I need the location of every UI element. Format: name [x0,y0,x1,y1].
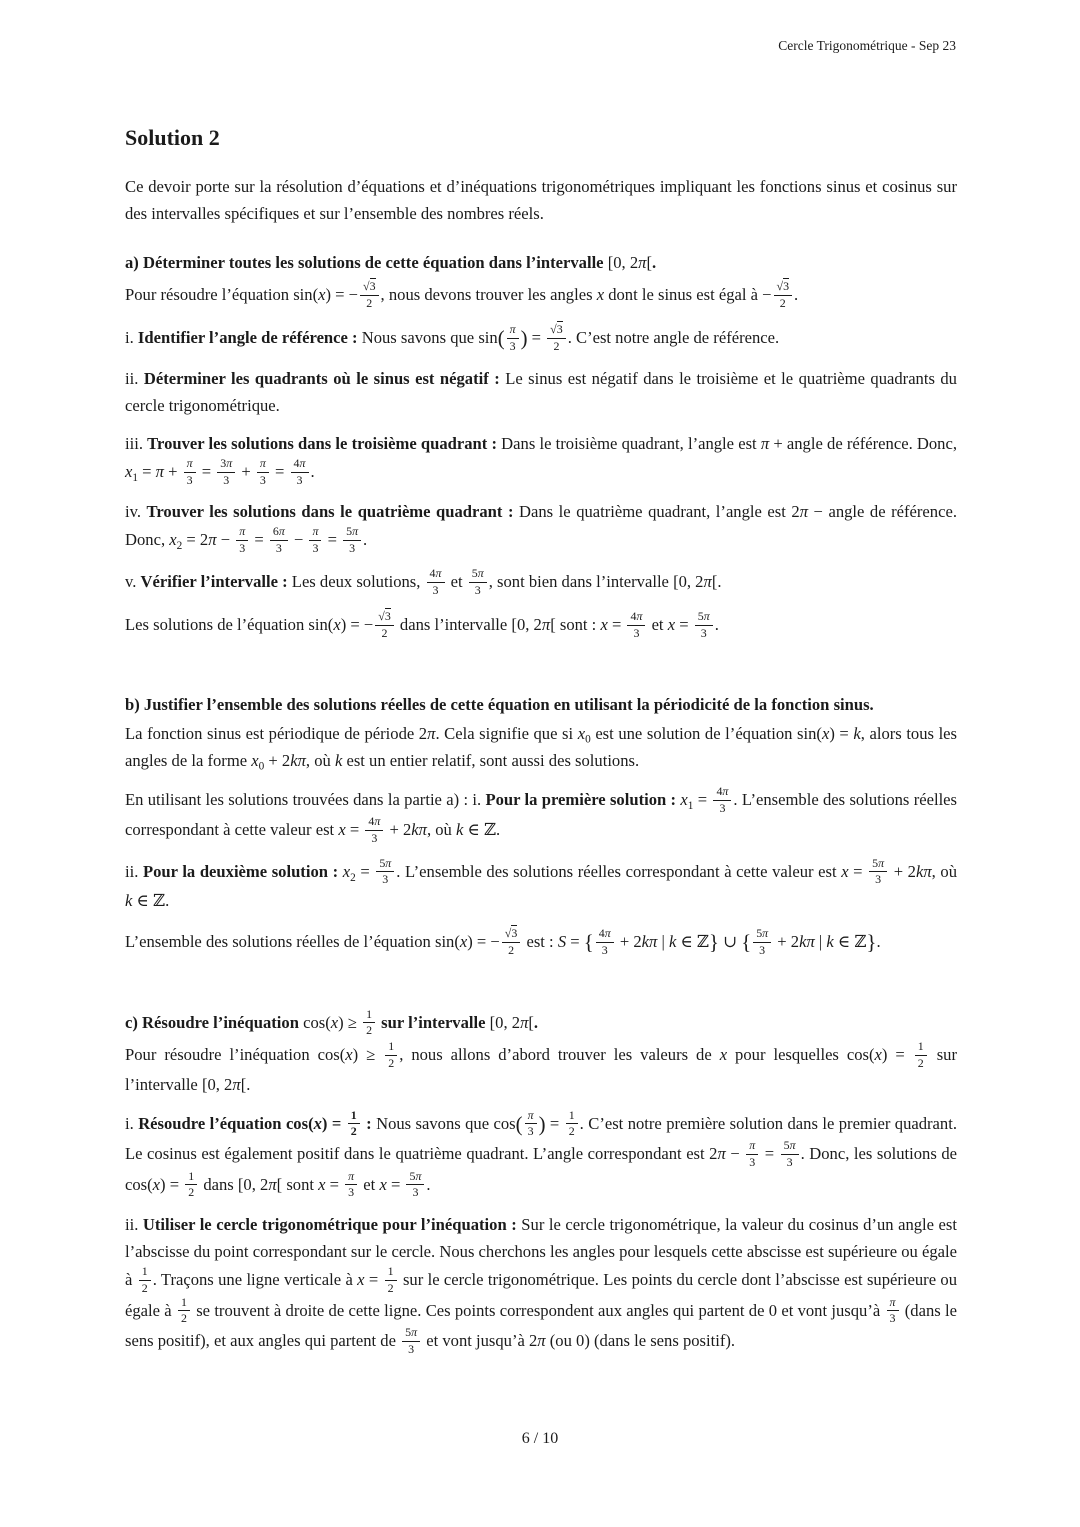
para-b-setup: La fonction sinus est périodique de période 2π. Cela signifie que si $x_0$ est une solution de l’équation sin(x) = k, alors tous les angles de la forme $x_0 + 2k\pi$, où k est un entier relatif, sont aussi des solutions. [125,723,957,773]
para-a-conclusion: Les solutions de l’équation sin(x) = − $\frac{√3}{2}$ dans l’intervalle [0, 2π[ sont : x = $\frac{4\pi}{3}$ et x = $\frac{5\pi}{3}$ . [125,609,719,641]
para-a-step-iv: iv. Trouver les solutions dans le quatrième quadrant : Dans le quatrième quadrant, l’angle est 2π − angle de référence. Donc, $x_2 = 2\pi$ − $\frac{\pi}{3}$ = $\frac{6\pi}{3}$ − $\frac{\pi}{3}$ = $\frac{5\pi}{3}$ . [125,502,957,556]
para-b-conclusion: L’ensemble des solutions réelles de l’équation sin(x) = − $\frac{√3}{2}$ est : S = { $\frac{4\pi}{3}$ + 2kπ | k ∈ ℤ} ∪ { $\frac{5\pi}{3}$ + 2kπ | k ∈ ℤ}. [125,926,881,957]
page-number: 6 / 10 [521,1430,559,1447]
para-c-step-i: i. Résoudre l’équation cos(x) = $\frac{1}{2}$ : Nous savons que cos( $\frac{\pi}{3}$ ) = $\frac{1}{2}$ . C’est notre première solution dans le premier quadrant. Le cosinus est également positif dans le quatrième quadrant. L’angle correspondant est 2π − $\frac{\pi}{3}$ = $\frac{5\pi}{3}$ . Donc, les solutions de cos(x) = $\frac{1}{2}$ dans [0, 2π[ sont x = $\frac{\pi}{3}$ et x = $\frac{5\pi}{3}$ . [125,1107,957,1200]
para-c-setup: Pour résoudre l’inéquation cos(x) ≥ $\frac{1}{2}$ , nous allons d’abord trouver les valeurs de x pour lesquelles cos(x) = $\frac{1}{2}$ sur l’intervalle [0, 2π[. [125,1039,957,1094]
heading-part-c: c) Résoudre l’inéquation cos(x) ≥ $\frac{1}{2}$ sur l’intervalle [0, 2π[. [125,1006,539,1038]
para-c-step-ii: ii. Utiliser le cercle trigonométrique pour l’inéquation : Sur le cercle trigonométrique, la valeur du cosinus d’un angle est l’abscisse du point correspondant sur le cercle. Nous cherchons les angles pour lesquels cette abscisse est supérieure ou égale à $\frac{1}{2}$ . Traçons une ligne verticale à x = $\frac{1}{2}$ sur le cercle trigonométrique. Les points du cercle dont l’abscisse est supérieure ou égale à $\frac{1}{2}$ se trouvent à droite de cette ligne. Ces points correspondent aux angles qui partent de 0 et vont jusqu’à $\frac{\pi}{3}$ (dans le sens positif), et aux angles qui partent de $\frac{5\pi}{3}$ et vont jusqu’à 2π (ou 0) (dans le sens positif). [125,1215,958,1356]
page-footer [0,1430,1080,1448]
heading-part-a: a) Déterminer toutes les solutions de cette équation dans l’intervalle [0, 2π[. [125,253,657,272]
page-header [778,38,956,54]
header-text: Cercle Trigonométrique - Sep 23 [778,38,956,53]
solution-title: Solution 2 [125,125,220,150]
heading-part-b: b) Justifier l’ensemble des solutions réelles de cette équation en utilisant la périodicité de la fonction sinus. [125,694,874,714]
para-a-step-v: v. Vérifier l’intervalle : Les deux solutions, $\frac{4\pi}{3}$ et $\frac{5\pi}{3}$ , sont bien dans l’intervalle [0, 2π[. [125,565,722,597]
para-a-step-ii: ii. Déterminer les quadrants où le sinus est négatif : Le sinus est négatif dans le troisième et le quatrième quadrants du cercle trigonométrique. [125,368,957,415]
para-a-setup: Pour résoudre l’équation sin(x) = − $\frac{√3}{2}$ , nous devons trouver les angles x dont le sinus est égal à − $\frac{√3}{2}$ . [125,279,799,310]
para-a-step-i: i. Identifier l’angle de référence : Nous savons que sin( $\frac{\pi}{3}$ ) = $\frac{√3}{2}$ . C’est notre angle de référence. [125,322,780,354]
para-b-step-i: En utilisant les solutions trouvées dans la partie a) : i. Pour la première solution : $x_1$ = $\frac{4\pi}{3}$ . L’ensemble des solutions réelles correspondant à cette valeur est x = $\frac{4\pi}{3}$ + 2kπ, où k ∈ ℤ. [125,783,958,846]
para-a-step-iii: iii. Trouver les solutions dans le troisième quadrant : Dans le troisième quadrant, l’angle est π + angle de référence. Donc, $x_1 = \pi$ + $\frac{\pi}{3}$ = $\frac{3\pi}{3}$ + $\frac{\pi}{3}$ = $\frac{4\pi}{3}$ . [125,433,957,487]
para-intro: Ce devoir porte sur la résolution d’équations et d’inéquations trigonométriques impliquant les fonctions sinus et cosinus sur des intervalles spécifiques et sur l’ensemble des nombres réels. [125,177,957,223]
document-content [125,125,957,1356]
para-b-step-ii: ii. Pour la deuxième solution : $x_2$ = $\frac{5\pi}{3}$ . L’ensemble des solutions réelles correspondant à cette valeur est x = $\frac{5\pi}{3}$ + 2kπ, où k ∈ ℤ. [125,855,958,911]
